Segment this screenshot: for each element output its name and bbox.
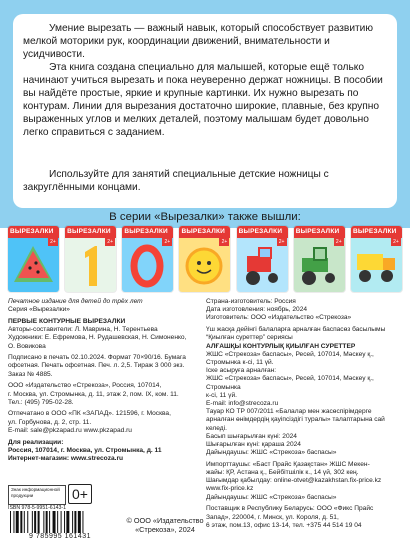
truck-icon — [351, 238, 402, 292]
imprint-line: www.fix-price.kz — [206, 485, 254, 493]
series-cover — [122, 226, 173, 292]
cover-title: ВЫРЕЗАЛКИ — [352, 228, 397, 235]
intro-text-box — [13, 14, 397, 208]
cover-title: ВЫРЕЗАЛКИ — [10, 228, 54, 235]
imprint-line: Печатное издание для детей до трёх лет — [8, 298, 143, 305]
intro-panel — [0, 0, 410, 228]
cover-title: ВЫРЕЗАЛКИ — [124, 228, 168, 235]
imprint-line: г. Москва, ул. Стромынка, д. 11, этаж 2, пом. IX, ком. 11. — [8, 390, 179, 398]
imprint-line: Үш жасқа дейінгі балаларға арналған баспасөз басылымы — [206, 326, 386, 334]
copyright-line: «Стрекоза», 2024 — [135, 525, 195, 534]
number-one-icon — [65, 238, 116, 292]
number-zero-icon — [122, 238, 173, 292]
imprint-line: Запад», 220004, г. Минск, ул. Короля, д. 51, — [206, 513, 339, 521]
cover-age: 2+ — [334, 238, 344, 246]
imprint-line: Интернет-магазин: www.strecoza.ru — [8, 454, 124, 462]
imprint-line: Дайындаушы: ЖШС «Стрекоза» баспасы» — [206, 449, 337, 457]
cover-title: ВЫРЕЗАЛКИ — [181, 228, 226, 235]
imprint-line: Шығарылған күні: қараша 2024 — [206, 440, 301, 448]
imprint-book-title: ПЕРВЫЕ КОНТУРНЫЕ ВЫРЕЗАЛКИ — [8, 317, 126, 325]
tractor-icon — [294, 238, 345, 292]
imprint-line: Тауар КО ТР 007/2011 «Балалар мен жасөспірімдерге — [206, 408, 372, 416]
imprint-line: E-mail: sale@pkzapad.ru www.pkzapad.ru — [8, 426, 132, 434]
imprint-line: Художники: Е. Ефремова, Н. Рудашевская, Н. Симоненко, — [8, 334, 187, 342]
series-title: В серии «Вырезалки» также вышли: — [109, 211, 301, 223]
imprint-line: 6 этаж, пом.13, офис 13-14, тел. +375 44 514 19 04 — [206, 521, 362, 529]
info-product-mark — [8, 485, 66, 505]
imprint-line: ООО «Издательство «Стрекоза», Россия, 107014, — [8, 382, 162, 390]
imprint-line: к-сі, 11 үй. — [206, 391, 237, 399]
imprint-line: Шағымдар қабылдау: online-otvet@kazakhstan.fix-price.kz — [206, 477, 382, 485]
cover-title: ВЫРЕЗАЛКИ — [238, 228, 283, 235]
barcode-digits: 9 785995 161431 — [29, 533, 91, 540]
imprint-line: E-mail: info@strecoza.ru — [206, 399, 279, 407]
age-rating-badge: 0+ — [68, 484, 92, 504]
imprint-line: Импорттаушы: «Баст Прайс Қазақстан» ЖШС Мекен- — [206, 460, 370, 468]
watermelon-icon — [8, 238, 59, 292]
imprint-line: Заказ № 4885. — [8, 370, 53, 378]
copyright — [120, 516, 210, 534]
imprint-line: Басып шығарылған күні: 2024 — [206, 432, 297, 440]
barcode — [8, 505, 112, 541]
imprint-line: арналған өнімдердің қауіпсіздігі туралы» талаптарына сай — [206, 416, 385, 424]
tractor-icon — [237, 238, 288, 292]
series-cover — [179, 226, 230, 292]
imprint-right — [206, 298, 406, 530]
cover-age: 2+ — [391, 238, 401, 246]
imprint-line: ЖШС «Стрекоза» баспасы», Ресей, 107014, Мәскеу қ., Стромынка — [206, 375, 374, 391]
intro-paragraph-1: Умение вырезать — важный навык, который способствует развитию мелкой моторики рук, координации движений, внимательности и усидчивости. — [23, 23, 374, 60]
imprint-line: Дата изготовления: ноябрь, 2024 — [206, 306, 308, 314]
cover-age: 2+ — [277, 238, 287, 246]
series-cover — [237, 226, 288, 292]
series-covers — [8, 226, 402, 294]
imprint-line: Іске асыруға арналған: — [206, 367, 277, 375]
imprint-left — [8, 298, 204, 463]
cover-age: 2+ — [105, 238, 115, 246]
imprint-line: Страна-изготовитель: Россия — [206, 298, 296, 305]
series-cover — [351, 226, 402, 292]
imprint-line: ЖШС «Стрекоза» баспасы», Ресей, 107014, Мәскеу қ., — [206, 350, 374, 358]
barcode-bars — [8, 511, 112, 533]
cover-age: 2+ — [219, 238, 229, 246]
cover-age: 2+ — [162, 238, 172, 246]
imprint-line: келеді. — [206, 424, 227, 432]
imprint-line: Для реализации: — [8, 438, 64, 446]
imprint-line: Тел.: (495) 795-02-28. — [8, 398, 74, 406]
imprint-line: “Қиылған суреттер” сериясы — [206, 334, 293, 342]
cover-title: ВЫРЕЗАЛКИ — [295, 228, 340, 235]
imprint-line: Поставщик в Республику Беларусь: ООО «Фикс Прайс — [206, 505, 374, 513]
imprint-line: АЛҒАШҚЫ КОНТУРЛЫҚ ҚИЫЛҒАН СУРЕТТЕР — [206, 342, 356, 350]
imprint-line: Стромынка к-сі, 11 үй. — [206, 358, 274, 366]
intro-paragraph-3: Используйте для занятий специальные детские ножницы с закруглёнными концами. — [23, 169, 329, 193]
info-product-label: Знак информационной продукции — [11, 487, 60, 498]
imprint-line: Отпечатано в ООО «ПК «ЗАПАД». 121596, г. Москва, — [8, 410, 171, 418]
imprint-line: Россия, 107014, г. Москва, ул. Стромынка, д. 11 — [8, 446, 162, 454]
sun-face-icon — [179, 238, 230, 292]
intro-paragraph-2: Эта книга создана специально для малышей, которые ещё только начинают учиться вырезать и пока неуверенно держат ножницы. В пособии вы найдёте простые, яркие и крупные картинки. Их нужно вырезать по контурам. Линии для вырезания достаточно широкие, плавные, без крупно выраженных углов и мелких деталей, поэтому малышам будет довольно легко справиться с заданием. — [23, 62, 383, 138]
series-cover — [8, 226, 59, 292]
series-cover — [65, 226, 116, 292]
isbn-text: ISBN 978-5-9951-6143-1 — [8, 505, 66, 511]
imprint-line: Серия «Вырезалки» — [8, 306, 70, 314]
imprint-line: Дайындаушы: ЖШС «Стрекоза» баспасы» — [206, 493, 337, 501]
imprint-line: Изготовитель: ООО «Издательство «Стрекоза» — [206, 314, 352, 322]
imprint-line: О. Вовикова — [8, 342, 46, 350]
imprint-line: Авторы-составители: Л. Маврина, Н. Терентьева — [8, 326, 158, 334]
imprint-line: ул. Горбунова, д. 2, стр. 11. — [8, 418, 92, 426]
cover-title: ВЫРЕЗАЛКИ — [67, 228, 111, 235]
cover-age: 2+ — [48, 238, 58, 246]
imprint-line: офсетная. Печать офсетная. Печ. л. 2,5. Тираж 3 000 экз. — [8, 362, 185, 370]
copyright-line: © ООО «Издательство — [126, 516, 204, 525]
imprint-line: Подписано в печать 02.10.2024. Формат 70×90/16. Бумага — [8, 354, 186, 362]
imprint-line: жайы: ҚР, Астана қ., Бейбітшілік к., 14 үй, 302 кең. — [206, 469, 359, 477]
series-cover — [294, 226, 345, 292]
